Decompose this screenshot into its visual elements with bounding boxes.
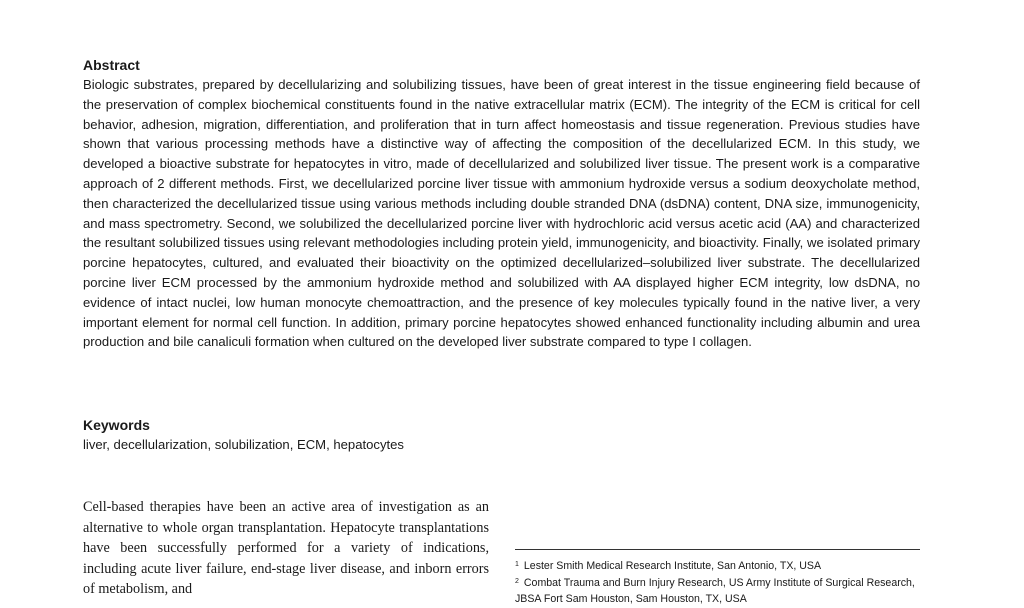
keywords-text: liver, decellularization, solubilization, ECM, hepatocytes	[83, 437, 404, 452]
abstract-heading: Abstract	[83, 57, 140, 73]
body-text: Cell-based therapies have been an active area of investigation as an alternative to whole organ transplantation. Hepatocyte transplantations have been successfully performed for a variety of indications, including acute liver failure, end-stage liver disease, and inborn errors of metabolism, and	[83, 499, 489, 597]
abstract-section	[83, 56, 920, 352]
footnote-text: Lester Smith Medical Research Institute, San Antonio, TX, USA	[523, 560, 822, 572]
footnote-divider	[515, 549, 920, 550]
footnote-item	[515, 558, 925, 574]
footnotes	[515, 558, 925, 608]
footnote-number: 1	[515, 561, 519, 568]
footnote-text: Combat Trauma and Burn Injury Research, US Army Institute of Surgical Research, JBSA Fort Sam Houston, Sam Houston, TX, USA	[515, 577, 915, 605]
keywords-section	[83, 416, 920, 455]
footnote-number: 2	[515, 578, 519, 585]
keywords-heading: Keywords	[83, 417, 150, 433]
footnote-item	[515, 575, 925, 607]
abstract-text: Biologic substrates, prepared by decellularizing and solubilizing tissues, have been of great interest in the tissue engineering field because of the preservation of complex biochemical constituents found in the native extracellular matrix (ECM). The integrity of the ECM is critical for cell behavior, adhesion, migration, differentiation, and proliferation that in turn affect homeostasis and tissue regeneration. Previous studies have shown that various processing methods have a distinctive way of affecting the composition of the decellularized ECM. In this study, we developed a bioactive substrate for hepatocytes in vitro, made of decellularized and solubilized liver tissue. The present work is a comparative approach of 2 different methods. First, we decellularized porcine liver tissue with ammonium hydroxide versus a sodium deoxycholate method, then characterized the decellularized tissue using various methods including double stranded DNA (dsDNA) content, DNA size, immunogenicity, and mass spectrometry. Second, we solubilized the decellularized porcine liver with hydrochloric acid versus acetic acid (AA) and characterized the resultant solubilized tissues using relevant methodologies including protein yield, immunogenicity, and bioactivity. Finally, we isolated primary porcine hepatocytes, cultured, and evaluated their bioactivity on the optimized decellularized–solubilized liver substrate. The decellularized porcine liver ECM processed by the ammonium hydroxide method and solubilized with AA displayed higher ECM integrity, low dsDNA, no evidence of intact nuclei, low human monocyte chemoattraction, and the presence of key molecules typically found in the native liver, a very important element for normal cell function. In addition, primary porcine hepatocytes showed enhanced functionality including albumin and urea production and bile canaliculi formation when cultured on the developed liver substrate compared to type I collagen.	[83, 77, 920, 350]
